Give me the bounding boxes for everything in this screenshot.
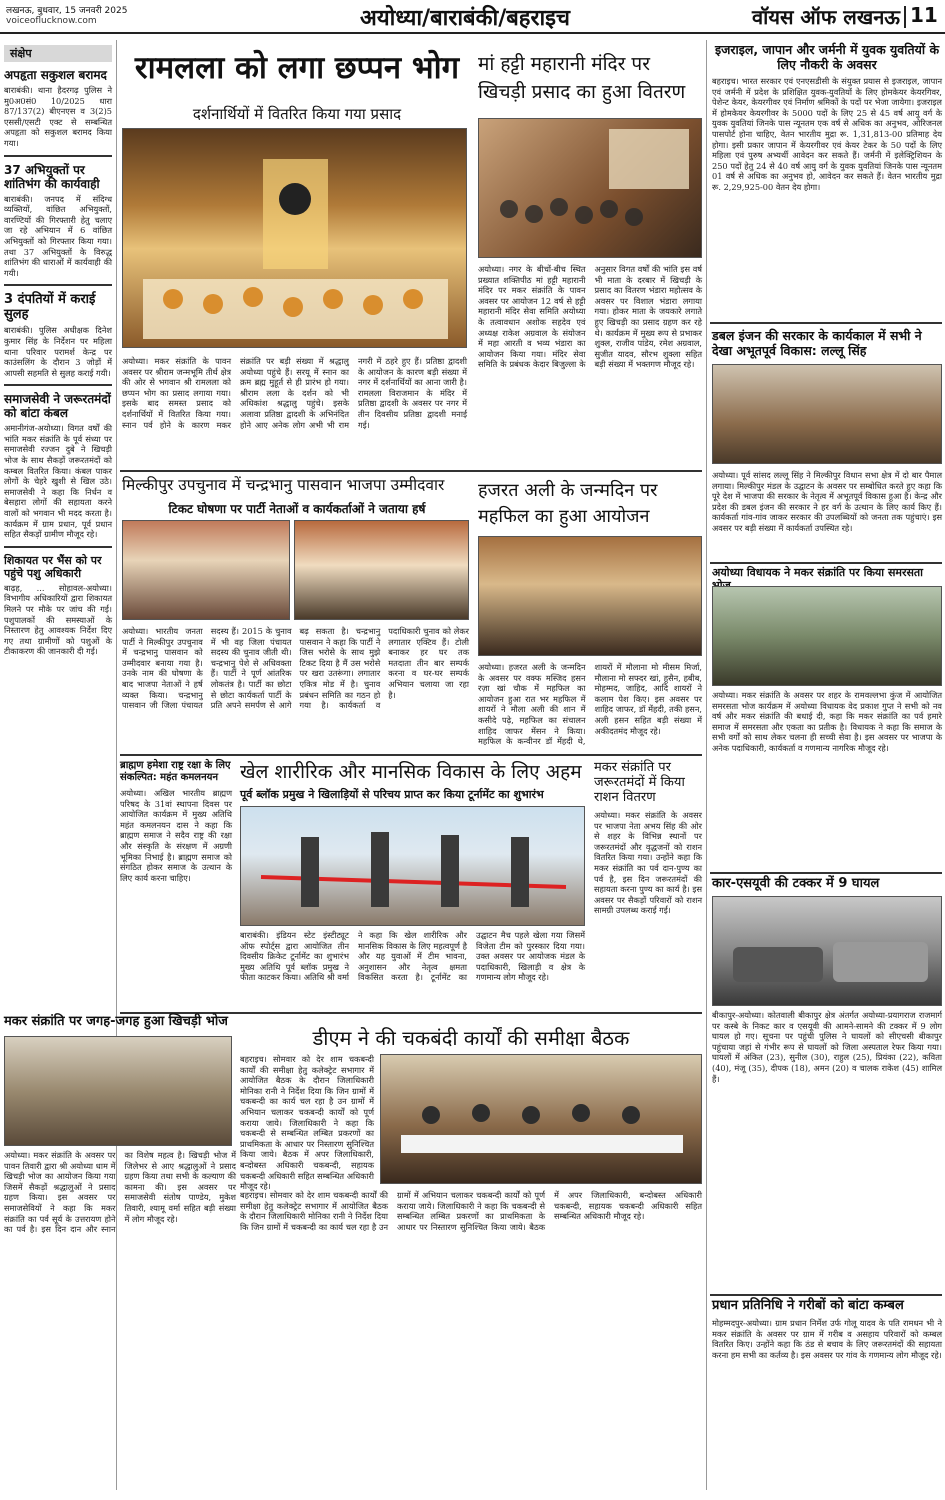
story-body: बहराइच। भारत सरकार एवं एनएसडीसी के संयुक्त प्रयास से इजराइल, जापान एवं जर्मनी में प्रदेश के प्रशिक्षित युवक-युवतियों के लिए होमकेयर केयरगिवर, पेशेन्ट केयर, केयरगीवर एवं निर्माण श्रमिकों के पदों पर भेजा जायेगा। इजराइल में होमकेयर केयरगीवर के 5000 पदों के लिए 25 से 45 वर्ष आयु वर्ग के युवक युवतियां जिनके पास न्यूनतम एक वर्ष से अधिक का अनुभव, ओरिजनल पासपोर्ट होना चाहिए, वेतन भारतीय मुद्रा रू. 1,31,813-00 प्रतिमाह देय होगा। इसी प्रकार जापान में केयरगीवर एवं केयर टेकर के 50 पदों के लिए महिला एवं पुरुष अभ्यर्थी आवेदन कर सकते हैं। जर्मनी में इलेक्ट्रिशियन के 250 पदों हेतु 24 से 40 वर्ष आयु वर्ग के युवक युवतियां जिनके पास न्यूनतम 01 वर्ष से अधिक का अनुभव हो, आवेदन कर सकते हैं। वेतन भारतीय मुद्रा रू. 2,29,925-00 वेतन देय होगा। (712, 76, 942, 192)
sports-photo (240, 806, 585, 926)
story-headline: डीएम ने की चकबंदी कार्यों की समीक्षा बैठक (312, 1026, 630, 1050)
story-headline: डबल इंजन की सरकार के कार्यकाल में सभी ने देखा अभूतपूर्व विकास: लल्लू सिंह (712, 328, 922, 358)
story-headline: हजरत अली के जन्मदिन पर महफिल का हुआ आयोजन (478, 480, 658, 527)
car-illustration (713, 897, 943, 1007)
page-number: 11 (910, 3, 938, 27)
lallu-singh-photo (712, 364, 942, 464)
story-headline: रामलला को लगा छप्पन भोग (134, 50, 460, 86)
dateline: लखनऊ, बुधवार, 15 जनवरी 2025 (6, 6, 128, 16)
story-body: अयोध्या। हजरत अली के जन्मदिन के अवसर पर वक्फ मस्जिद हसन रज़ा खां चौक में महफिल का आयोजन हुआ रात भर महफिल में शायरों ने मौला अली की शान में कसीदे पढ़े, महफिल का संचालन शाहिद जाफर मेंसन ने किया। महफिल के कन्वीनर डॉ मेंहदी थे, शायरों में मौलाना मो मीसम मिर्जा, मौलाना मो सफ्दर खां, हुसैन, हबीब, मोहम्मद, जाहिद, आदि शायरों ने कलाम पेश किए। इस अवसर पर शाहिद जाफर, डॉ मेंहदी, तकी हसन, अली हसन सहित बड़ी संख्या में अकीदतमंद मौजूद रहे। (478, 662, 702, 747)
ramlalla-photo (122, 128, 467, 348)
milkipur-photo-1 (122, 520, 290, 620)
story-subhead: दर्शनार्थियों में वितरित किया गया प्रसाद (192, 105, 402, 123)
milkipur-photo-2 (294, 520, 469, 620)
mehfil-photo (478, 536, 702, 656)
hatti-mandir-photo (478, 118, 702, 258)
story-headline: मां हट्टी महारानी मंदिर पर खिचड़ी प्रसाद का हुआ वितरण (478, 53, 686, 103)
ribbon-illustration (241, 807, 586, 927)
accident-photo (712, 896, 942, 1006)
story-body: मोहम्मदपुर-अयोध्या। ग्राम प्रधान निर्मेश उर्फ गोलू यादव के पति रामधन भी ने मकर संक्रांति के अवसर पर ग्राम में गरीब व असहाय परिवारों को कम्बल वितरित किए। उन्होंने कहा कि ठंड से बचाव के लिए जरूरतमंदों की सहायता करना हम सभी का कर्तव्य है। इस अवसर पर गांव के गणमान्य लोग मौजूद रहे। (712, 1318, 942, 1360)
story-body: अयोध्या। मकर संक्रांति के अवसर पर पावन तिवारी द्वारा श्री अयोध्या धाम में खिचड़ी भोज का आयोजन किया गया जिसमें सैकड़ों श्रद्धालुओं ने प्रसाद ग्रहण किया। इस अवसर पर समाजसेवियों ने कहा कि मकर संक्रांति का पर्व सूर्य के उत्तरायण होने का पर्व है। इस दिन दान और स्नान का विशेष महत्व है। खिचड़ी भोज में जिलेभर से आए श्रद्धालुओं ने प्रसाद ग्रहण किया तथा सभी के कल्याण की कामना की। इस अवसर पर समाजसेवी संतोष पाण्डेय, मुकेश तिवारी, श्यामू वर्मा सहित बड़ी संख्या में लोग मौजूद रहे। (4, 1150, 236, 1235)
samrasta-bhoj-photo (712, 586, 942, 686)
story-body: अयोध्या। नगर के बीचों-बीच स्थित प्रख्यात शक्तिपीठ मां हट्टी महारानी मंदिर पर मकर संक्रांति के पावन अवसर पर आयोजन 12 वर्ष से हट्टी महारानी मंदिर सेवा समिति अयोध्या के तत्वावधान अशोक सहदेव एवं अध्यक्ष राकेश अग्रवाल के संयोजन में महा आरती व भव्य भंडारा का आयोजन किया गया। मंदिर सेवा समिति के प्रबंधक केदार बिजुल्ला के अनुसार विगत वर्षों की भांति इस वर्ष भी माता के दरबार में खिचड़ी के प्रसाद का वितरण भंडारा महोत्सव के अवसर पर विशाल भंडारा लगाया गया। होकर माता के जयकारे लगाते हुए खिचड़ी का प्रसाद ग्रहण कर रहे थे। कार्यक्रम में मुख्य रूप से प्रभाकर शुक्ल, राजीव पांडेय, रमेश अग्रवाल, सुजीत यादव, सौरभ शुक्ला सहित बड़ी संख्या में भक्तगण मौजूद रहे। (478, 264, 702, 370)
meeting-illustration (381, 1055, 703, 1185)
brief-headline: समाजसेवी ने जरूरतमंदों को बांटा कंबल (4, 392, 111, 421)
brief-headline: 37 अभियुक्तों पर शांतिभंग की कार्यवाही (4, 162, 100, 191)
brief-headline: शिकायत पर भैंस को पर पहुंचे पशु अधिकारी (4, 553, 102, 580)
story-body: अयोध्या। मकर संक्रांति के पावन अवसर पर श्रीराम जन्मभूमि तीर्थ क्षेत्र की ओर से भगवान श्री रामलला को छप्पन भोग का प्रसाद लगाया गया। इसके बाद समस्त प्रसाद को दर्शनार्थियों में वितरित किया गया। स्नान पर्व होने के कारण मकर संक्रांति पर बड़ी संख्या में श्रद्धालु अयोध्या पहुंचे हैं। सरयू में स्नान का क्रम ब्रह्म मुहूर्त से ही प्रारंभ हो गया। श्रीराम लला के दर्शन को भी अधिकांश श्रद्धालु पहुंचे। इसके अलावा प्रतिष्ठा द्वादशी के अभिनंदित होने आए अनेक लोग अभी भी राम नगरी में ठहरे हुए हैं। प्रतिष्ठा द्वादशी के आयोजन के कारण बड़ी संख्या में नगर में दर्शनार्थियों का आना जारी है। रामलला विराजमान के मंदिर में प्रतिष्ठा द्वादशी के अवसर पर नगर में तीन दिवसीय प्रतिष्ठा द्वादशी मनाई गई। (122, 356, 467, 430)
story-body-continued: बहराइच। सोमवार को देर शाम चकबन्दी कार्यों की समीक्षा हेतु कलेक्ट्रेट सभागार में आयोजित बैठक के दौरान जिलाधिकारी मोनिका रानी ने निर्देश दिया कि जिन ग्रामों में चकबन्दी का कार्य चल रहा है उन ग्रामों में अभियान चलाकर चकबन्दी कार्यों को पूर्ण कराया जाये। जिलाधिकारी ने कहा कि चकबन्दी से सम्बन्धित लम्बित प्रकरणों का प्राथमिकता के आधार पर निस्तारण सुनिश्चित किया जाये। बैठक में अपर जिलाधिकारी, बन्दोबस्त अधिकारी चकबन्दी, सहायक चकबन्दी अधिकारी सहित सम्बन्धित अधिकारी मौजूद रहे। (240, 1190, 702, 1232)
brief-body: बाराबंकी। जनपद में संदिग्ध व्यक्तियों, वांछित अभियुक्तों, वारण्टियों की गिरफ्तारी हेतु चलाए जा रहे अभियान में 6 वांछित अभियुक्तों को गिरफ्तार किया गया। तथा 37 अभियुक्तों के विरुद्ध शांतिभंग की धाराओं में कार्यवाही की गयी। (4, 193, 112, 278)
story-subhead: टिकट घोषणा पर पार्टी नेताओं व कार्यकर्ताओं ने जताया हर्ष (168, 502, 426, 516)
story-body: बाराबंकी। इंडियन स्टेट इंस्टीट्यूट ऑफ स्पोर्ट्स द्वारा आयोजित तीन दिवसीय क्रिकेट टूर्नामेंट का शुभारंभ मुख्य अतिथि पूर्व ब्लॉक प्रमुख ने फीता काटकर किया। अतिथि श्री वर्मा ने कहा कि खेल शारीरिक और मानसिक विकास के लिए महत्वपूर्ण है और यह युवाओं में टीम भावना, अनुशासन और नेतृत्व क्षमता विकसित करता है। टूर्नामेंट का उद्घाटन मैच पहले खेला गया जिसमें विजेता टीम को पुरस्कार दिया गया। उक्त अवसर पर आयोजक मंडल के पदाधिकारी, खिलाड़ी व क्षेत्र के गणमान्य लोग मौजूद रहे। (240, 930, 585, 983)
brand-name: वॉयस ऑफ लखनऊ (752, 5, 900, 29)
crowd-illustration (479, 119, 703, 259)
khichdi-photo (4, 1036, 232, 1146)
story-headline: मकर संक्रांति पर जगह-जगह हुआ खिचड़ी भोज (4, 1014, 228, 1029)
story-headline: मकर संक्रांति पर जरूरतमंदों में किया राशन वितरण (594, 760, 685, 805)
dm-meeting-photo (380, 1054, 702, 1184)
story-headline: मिल्कीपुर उपचुनाव में चन्द्रभानु पासवान भाजपा उम्मीदवार (122, 476, 445, 494)
brief-headline: 3 दंपतियों में कराई सुलह (4, 292, 96, 323)
sidebar-label: संक्षेप (4, 45, 112, 62)
section-title: अयोध्या/बाराबंकी/बहराइच (360, 6, 570, 31)
story-body: अयोध्या। मकर संक्रांति के अवसर पर शहर के रामवल्लभा कुंज में आयोजित समरसता भोज कार्यक्रम में अयोध्या विधायक वेद प्रकाश गुप्त ने सभी को नव वर्ष और मकर संक्रांति की बधाई दी, कहा कि मकर संक्रांति का पर्व हमारे समाज में समरसता और एकता का प्रतीक है। विधायक ने कहा कि समाज के सभी वर्गों को साथ लेकर चलना ही सच्ची सेवा है। इस अवसर पर भाजपा के अनेक पदाधिकारी, कार्यकर्ता व गणमान्य नागरिक मौजूद रहे। (712, 690, 942, 753)
story-headline: कार-एसयूवी की टक्कर में 9 घायल (712, 876, 880, 891)
temple-illustration (123, 129, 468, 349)
brief-body: अमानीगंज-अयोध्या। विगत वर्षों की भांति मकर संक्रांति के पूर्व संध्या पर समाजसेवी रज्जन दुबे ने खिचड़ी भोज के साथ सैकड़ों जरूरतमंदों को कम्बल वितरित किया। कंबल पाकर लोगों के चेहरे खुशी से खिल उठे। समाजसेवी ने कहा कि निर्धन व बेसहारा लोगों की सहायता करने वालों को भगवान भी मदद करता है। कार्यक्रम में ग्राम प्रधान, पूर्व प्रधान सहित सैकड़ों ग्रामीण मौजूद रहे। (4, 423, 112, 540)
story-headline: इजराइल, जापान और जर्मनी में युवक युवतियों के लिए नौकरी के अवसर (714, 42, 940, 72)
story-body: अयोध्या। पूर्व सांसद लल्लू सिंह ने मिल्कीपुर विधान सभा क्षेत्र में दो बार पैमाल लगाया। मिल्कीपुर मंडल के उद्घाटन के अवसर पर सम्बोधित करते हुए कहा कि पूरे देश में भाजपा की सरकार के नेतृत्व में अभूतपूर्व विकास हुआ है। केन्द्र और प्रदेश की डबल इंजन की सरकार ने हर वर्ग के उत्थान के लिए कार्य किए हैं। कार्यकर्ता गांव-गांव जाकर सरकार की उपलब्धियों को जनता तक पहुंचाएं। इस अवसर पर बड़ी संख्या में कार्यकर्ता उपस्थित रहे। (712, 470, 942, 533)
story-headline: प्रधान प्रतिनिधि ने गरीबों को बांटा कम्बल (712, 1298, 904, 1313)
story-headline: खेल शारीरिक और मानसिक विकास के लिए अहम (240, 761, 582, 783)
story-body: अयोध्या। अखिल भारतीय ब्राह्मण परिषद के 31वां स्थापना दिवस पर आयोजित कार्यक्रम में मुख्य अतिथि महंत कमलनयन दास ने कहा कि ब्राह्मण समाज ने सदैव राष्ट्र की रक्षा और संस्कृति के संरक्षण में अग्रणी भूमिका निभाई है। ब्राह्मण समाज को संगठित होकर समाज के उत्थान के लिए कार्य करना चाहिए। (120, 788, 232, 883)
brief-headline: अपहृता सकुशल बरामद (4, 68, 107, 82)
site-url: voiceoflucknow.com (6, 16, 97, 26)
brief-body: बाराबंकी। पुलिस अधीक्षक दिनेश कुमार सिंह के निर्देशन पर महिला थाना परिवार परामर्श केन्द्र पर काउंसलिंग के दौरान 3 जोड़ों में आपसी सहमति से सुलह कराई गयी। (4, 325, 112, 378)
story-body: बहराइच। सोमवार को देर शाम चकबन्दी कार्यों की समीक्षा हेतु कलेक्ट्रेट सभागार में आयोजित बैठक के दौरान जिलाधिकारी मोनिका रानी ने निर्देश दिया कि जिन ग्रामों में चकबन्दी का कार्य चल रहा है उन ग्रामों में अभियान चलाकर चकबन्दी कार्यों को पूर्ण कराया जाये। जिलाधिकारी ने कहा कि चकबन्दी से सम्बन्धित लम्बित प्रकरणों का प्राथमिकता के आधार पर निस्तारण सुनिश्चित किया जाये। बैठक में अपर जिलाधिकारी, बन्दोबस्त अधिकारी चकबन्दी, सहायक चकबन्दी अधिकारी सहित सम्बन्धित अधिकारी मौजूद रहे। (240, 1054, 374, 1192)
story-body: अयोध्या। मकर संक्रांति के अवसर पर भाजपा नेता अभय सिंह की ओर से शहर के विभिन्न स्थानों पर जरूरतमंदों और वृद्धजनों को राशन वितरित किया गया। उन्होंने कहा कि मकर संक्रांति का पर्व दान-पुण्य का पर्व है, इस दिन जरूरतमंदों की सहायता करना पुण्य का कार्य है। इस अवसर पर सैकड़ों परिवारों को राशन सामग्री उपलब्ध कराई गई। (594, 810, 702, 916)
story-body: अयोध्या। भारतीय जनता पार्टी ने मिल्कीपुर उपचुनाव में चन्द्रभानु पासवान को उम्मीदवार बनाया गया है। उनके नाम की घोषणा के बाद भाजपा नेताओं ने हर्ष व्यक्त किया। चन्द्रभानु पासवान जी जिला पंचायत सदस्य हैं। 2015 के चुनाव में भी वह जिला पंचायत सदस्य की चुनाव जीती थी। चन्द्रभानु पेशे से अधिवक्ता हैं। पार्टी ने पूर्ण आंतरिक लोकतंत्र है। पार्टी का छोटा से छोटा कार्यकर्ता पार्टी के प्रति अपने समर्पण से आगे बढ़ सकता है। चन्द्रभानु पासवान ने कहा कि पार्टी ने जिस भरोसे के साथ मुझे टिकट दिया है मैं उस भरोसे पर खरा उतरूंगा। लगातार एकित्र मोड में है। चुनाव प्रबंधन समिति का गठन हो गया है। कार्यकर्ता व पदाधिकारी चुनाव को लेकर लगातार एक्टिव हैं। टोली बनाकर हर घर तक मतदाता तीन बार सम्पर्क करना व घर-घर सम्पर्क अभियान चलाया जा रहा है। (122, 626, 469, 711)
story-headline: अयोध्या विधायक ने मकर संक्रांति पर किया समरसता (712, 566, 924, 579)
brief-body: बाढ़ह, ... सोहावल-अयोध्या। विभागीय अधिकारियों द्वारा शिकायत मिलने पर मौके पर जांच की गई। पशुपालकों की समस्याओं के निस्तारण हेतु आवश्यक निर्देश दिए गए तथा ग्रामीणों को पशुओं के टीकाकरण की जानकारी दी गई। (4, 582, 112, 657)
story-subhead: पूर्व ब्लॉक प्रमुख ने खिलाड़ियों से परिचय प्राप्त कर किया टूर्नामेंट का शुभारंभ (240, 788, 544, 801)
brief-body: बाराबंकी। थाना हैदरगढ़ पुलिस ने मु0अ0सं0 10/2025 धारा 87/137(2) बीएनएस व 3(2)5 एससी/एसटी एक्ट से सम्बन्धित अपहृता को सकुशल बरामद किया गया। (4, 85, 112, 148)
story-body: बीकापुर-अयोध्या। कोतवाली बीकापुर क्षेत्र अंतर्गत अयोध्या-प्रयागराज राजमार्ग पर कस्बे के निकट कार व एसयूवी की आमने-सामने की टक्कर में 9 लोग घायल हो गए। सूचना पर पहुंची पुलिस ने घायलों को सीएचसी बीकापुर पहुंचाया जहां से गंभीर रूप से घायलों को जिला अस्पताल रेफर किया गया। घायलों में अंकित (23), सुनील (30), राहुल (25), प्रियंका (22), कविता (40), मंजू (35), दीपक (18), अमन (20) व चालक राकेश (45) शामिल हैं। (712, 1010, 942, 1084)
masthead (0, 0, 945, 34)
story-headline: ब्राह्मण हमेशा राष्ट्र रक्षा के लिए संकल्पित: महंत कमलनयन (120, 760, 231, 783)
